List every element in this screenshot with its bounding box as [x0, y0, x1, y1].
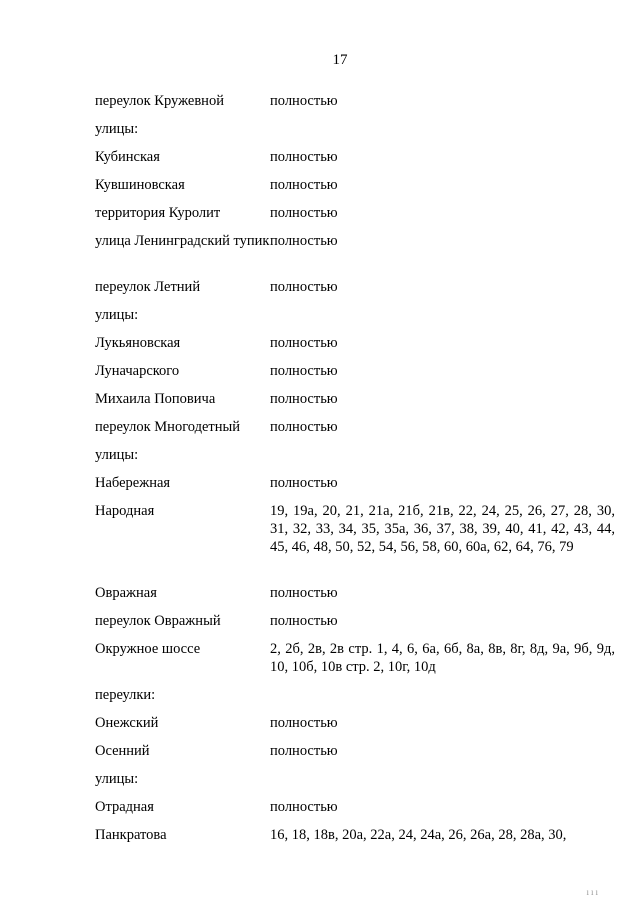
street-coverage: полностью: [270, 419, 338, 435]
street-coverage: полностью: [270, 715, 338, 731]
street-row: [95, 92, 615, 120]
street-coverage: полностью: [270, 205, 338, 221]
street-name: Михаила Поповича: [95, 391, 216, 407]
street-coverage: полностью: [270, 743, 338, 759]
street-coverage: полностью: [270, 335, 338, 351]
street-row: [95, 612, 615, 640]
street-name: Набережная: [95, 475, 171, 491]
street-name: Отрадная: [95, 799, 154, 815]
street-coverage: 2, 2б, 2в, 2в стр. 1, 4, 6, 6а, 6б, 8а, 8в, 8г, 8д, 9а, 9б, 9д, 10, 10б, 10в стр. 2, 10г, 10д: [270, 641, 615, 675]
street-row: [95, 826, 615, 854]
street-name: улицы:: [95, 307, 139, 323]
street-row: [95, 204, 615, 232]
street-row: [95, 742, 615, 770]
page-number: 17: [332, 52, 348, 68]
street-name: Осенний: [95, 743, 150, 759]
street-row: [95, 390, 615, 418]
street-coverage: 19, 19а, 20, 21, 21а, 21б, 21в, 22, 24, 25, 26, 27, 28, 30, 31, 32, 33, 34, 35, 35а, 36, 37, 38, 39, 40, 41, 42, 43, 44, 45, 46, 48, 50, 52, 54, 56, 58, 60, 60а, 62, 64, 76, 79: [270, 503, 615, 555]
street-row: [95, 278, 615, 306]
street-coverage: полностью: [270, 149, 338, 165]
street-coverage: полностью: [270, 475, 338, 491]
section-heading: [95, 120, 615, 148]
street-name: территория Куролит: [95, 205, 221, 221]
street-coverage: 16, 18, 18в, 20а, 22а, 24, 24а, 26, 26а, 28, 28а, 30,: [270, 827, 567, 843]
street-name: Луначарского: [95, 363, 180, 379]
street-row: [95, 502, 615, 584]
street-name: улица Ленинградский тупик: [95, 233, 270, 249]
street-coverage: полностью: [270, 233, 338, 249]
street-name: переулок Овражный: [95, 613, 221, 629]
street-row: [95, 334, 615, 362]
street-list: [95, 92, 615, 854]
street-row: [95, 714, 615, 742]
street-coverage: полностью: [270, 799, 338, 815]
street-row: [95, 640, 615, 686]
street-name: Овражная: [95, 585, 157, 601]
street-name: переулки:: [95, 687, 156, 703]
street-name: Лукьяновская: [95, 335, 181, 351]
street-coverage: полностью: [270, 279, 338, 295]
section-heading: [95, 306, 615, 334]
section-heading: [95, 770, 615, 798]
street-row: [95, 474, 615, 502]
street-coverage: полностью: [270, 585, 338, 601]
street-name: улицы:: [95, 447, 139, 463]
section-heading: [95, 446, 615, 474]
street-name: переулок Летний: [95, 279, 201, 295]
street-name: Народная: [95, 503, 155, 519]
street-row: [95, 418, 615, 446]
street-name: улицы:: [95, 121, 139, 137]
street-coverage: полностью: [270, 93, 338, 109]
street-name: Панкратова: [95, 827, 167, 843]
street-row: [95, 362, 615, 390]
street-coverage: полностью: [270, 613, 338, 629]
street-name: переулок Многодетный: [95, 419, 241, 435]
street-name: Кувшиновская: [95, 177, 185, 193]
street-coverage: полностью: [270, 363, 338, 379]
street-name: Кубинская: [95, 149, 160, 165]
street-name: переулок Кружевной: [95, 93, 224, 109]
street-name: Онежский: [95, 715, 159, 731]
street-name: Окружное шоссе: [95, 641, 201, 657]
section-heading: [95, 686, 615, 714]
street-row: [95, 176, 615, 204]
scan-mark: ııı: [586, 887, 600, 897]
street-row: [95, 584, 615, 612]
street-name: улицы:: [95, 771, 139, 787]
street-coverage: полностью: [270, 391, 338, 407]
street-coverage: полностью: [270, 177, 338, 193]
street-row: [95, 232, 615, 278]
street-row: [95, 148, 615, 176]
street-row: [95, 798, 615, 826]
